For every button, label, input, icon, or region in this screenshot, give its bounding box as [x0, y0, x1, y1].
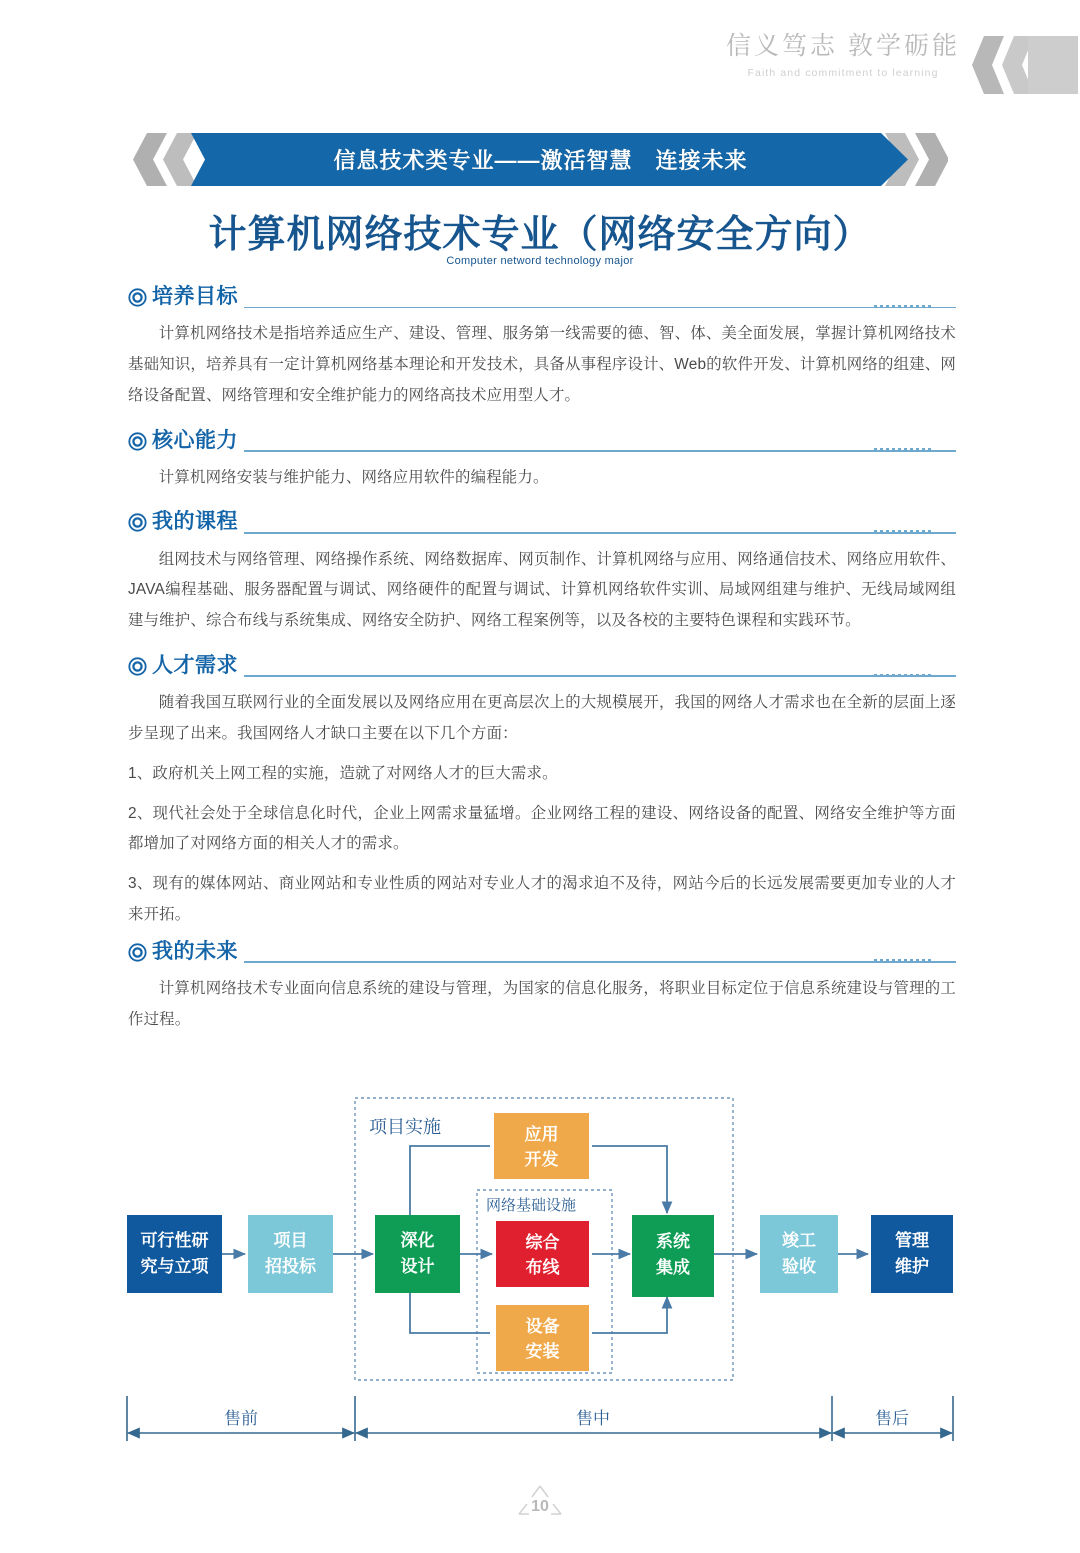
paragraph-core-ability: 计算机网络安装与维护能力、网络应用软件的编程能力。	[158, 468, 549, 486]
section-header-my-future	[128, 940, 956, 965]
node-acceptance	[760, 1215, 838, 1293]
section-title-text: 人才需求	[152, 653, 238, 677]
section-title-text: 我的课程	[152, 510, 238, 534]
svg-text:深化: 深化	[400, 1231, 435, 1250]
bullseye-icon	[128, 513, 147, 532]
page-number-ornament	[507, 1480, 573, 1530]
node-integration	[632, 1215, 714, 1297]
section-divider	[244, 525, 956, 536]
section-divider	[244, 443, 956, 454]
section-divider	[244, 954, 956, 965]
svg-text:验收: 验收	[782, 1257, 816, 1276]
page-title: 计算机网络技术专业（网络安全方向）	[208, 214, 872, 256]
page-number	[0, 1480, 1080, 1535]
svg-text:安装: 安装	[525, 1342, 560, 1361]
svg-text:可行性研: 可行性研	[140, 1231, 209, 1250]
page-subtitle: Computer netword technology major	[446, 255, 634, 267]
paragraph-talent-demand-3: 3、现有的媒体网站、商业网站和专业性质的网站对专业人才的渴求迫不及待，网站今后的长远发展需要更加专业的人才来开拓。	[128, 875, 956, 923]
bullseye-icon	[128, 657, 147, 676]
node-equipment	[496, 1305, 589, 1371]
node-bidding	[248, 1215, 333, 1293]
brand-slogan-cn: 信义笃志 敦学砺能	[726, 32, 960, 60]
svg-text:集成: 集成	[656, 1258, 690, 1277]
section-title-core-ability	[128, 429, 238, 454]
group-label-infrastructure: 网络基础设施	[486, 1197, 577, 1214]
bullseye-icon	[128, 288, 147, 307]
section-title-text: 培养目标	[152, 285, 238, 308]
section-title-training-goal	[128, 285, 238, 310]
phase-label-post-sale: 售后	[875, 1409, 909, 1428]
svg-text:应用: 应用	[524, 1125, 559, 1144]
svg-text:竣工: 竣工	[782, 1231, 816, 1250]
section-divider	[244, 299, 956, 310]
section-divider	[244, 668, 956, 679]
phase-label-pre-sale: 售前	[224, 1409, 258, 1428]
node-cabling	[496, 1221, 589, 1287]
svg-text:招投标: 招投标	[265, 1257, 316, 1276]
content-column	[128, 285, 956, 1035]
svg-text:项目: 项目	[273, 1231, 308, 1250]
svg-text:系统: 系统	[656, 1232, 690, 1251]
svg-text:设计: 设计	[400, 1257, 435, 1276]
section-title-text: 核心能力	[152, 428, 238, 452]
section-header-training-goal	[128, 285, 956, 310]
header-chevron-icon	[970, 36, 1078, 94]
svg-text:布线: 布线	[525, 1258, 560, 1277]
section-title-text: 我的未来	[152, 939, 238, 963]
node-app-dev	[494, 1113, 589, 1179]
svg-text:开发: 开发	[524, 1150, 559, 1169]
section-header-my-courses	[128, 510, 956, 535]
paragraph-talent-demand-2: 2、现代社会处于全球信息化时代，企业上网需求量猛增。企业网络工程的建设、网络设备的配置、网络安全维护等方面都增加了对网络方面的相关人才的需求。	[128, 804, 956, 853]
section-banner	[133, 133, 948, 186]
paragraph-talent-demand-1: 1、政府机关上网工程的实施，造就了对网络人才的巨大需求。	[128, 764, 558, 782]
section-title-my-future	[128, 940, 238, 965]
paragraph-talent-demand-intro: 随着我国互联网行业的全面发展以及网络应用在更高层次上的大规模展开，我国的网络人才需求也在全新的层面上逐步呈现了出来。我国网络人才缺口主要在以下几个方面：	[128, 694, 956, 742]
node-feasibility	[127, 1215, 222, 1293]
svg-text:管理: 管理	[895, 1231, 929, 1250]
section-title-talent-demand	[128, 654, 238, 679]
banner-text: 信息技术类专业——激活智慧 连接未来	[333, 148, 748, 173]
paragraph-training-goal: 计算机网络技术是指培养适应生产、建设、管理、服务第一线需要的德、智、体、美全面发展，掌握计算机网络技术基础知识，培养具有一定计算机网络基本理论和开发技术，具备从事程序设计、Web的软件开发、计算机网络的组建、网络设备配置、网络管理和安全维护能力的网络高技术应用型人才。	[128, 325, 956, 404]
paragraph-my-future: 计算机网络技术专业面向信息系统的建设与管理，为国家的信息化服务，将职业目标定位于信息系统建设与管理的工作过程。	[128, 979, 956, 1028]
node-maintenance	[871, 1215, 953, 1293]
brand-slogan-en: Faith and commitment to learning	[747, 67, 939, 79]
page-number-text: 10	[531, 1498, 549, 1515]
svg-text:设备: 设备	[525, 1317, 560, 1336]
bullseye-icon	[128, 432, 147, 451]
bullseye-icon	[128, 943, 147, 962]
section-header-talent-demand	[128, 654, 956, 679]
node-deep-design	[375, 1215, 460, 1293]
paragraph-my-courses: 组网技术与网络管理、网络操作系统、网络数据库、网页制作、计算机网络与应用、网络通信技术、网络应用软件、JAVA编程基础、服务器配置与调试、网络硬件的配置与调试、计算机网络软件实训、局域网组建与维护、无线局域网组建与维护、综合布线与系统集成、网络安全防护、网络工程案例等，以及各校的主要特色课程和实践环节。	[128, 550, 956, 630]
svg-text:综合: 综合	[525, 1233, 560, 1252]
section-header-core-ability	[128, 429, 956, 454]
group-label-implementation: 项目实施	[369, 1117, 441, 1137]
phase-label-mid-sale: 售中	[576, 1409, 610, 1428]
svg-text:维护: 维护	[895, 1257, 929, 1276]
brand-slogan	[726, 34, 960, 79]
section-title-my-courses	[128, 510, 238, 535]
workflow-diagram	[0, 1085, 1080, 1465]
workflow-diagram-svg	[0, 1085, 1080, 1465]
svg-text:究与立项: 究与立项	[140, 1257, 209, 1276]
